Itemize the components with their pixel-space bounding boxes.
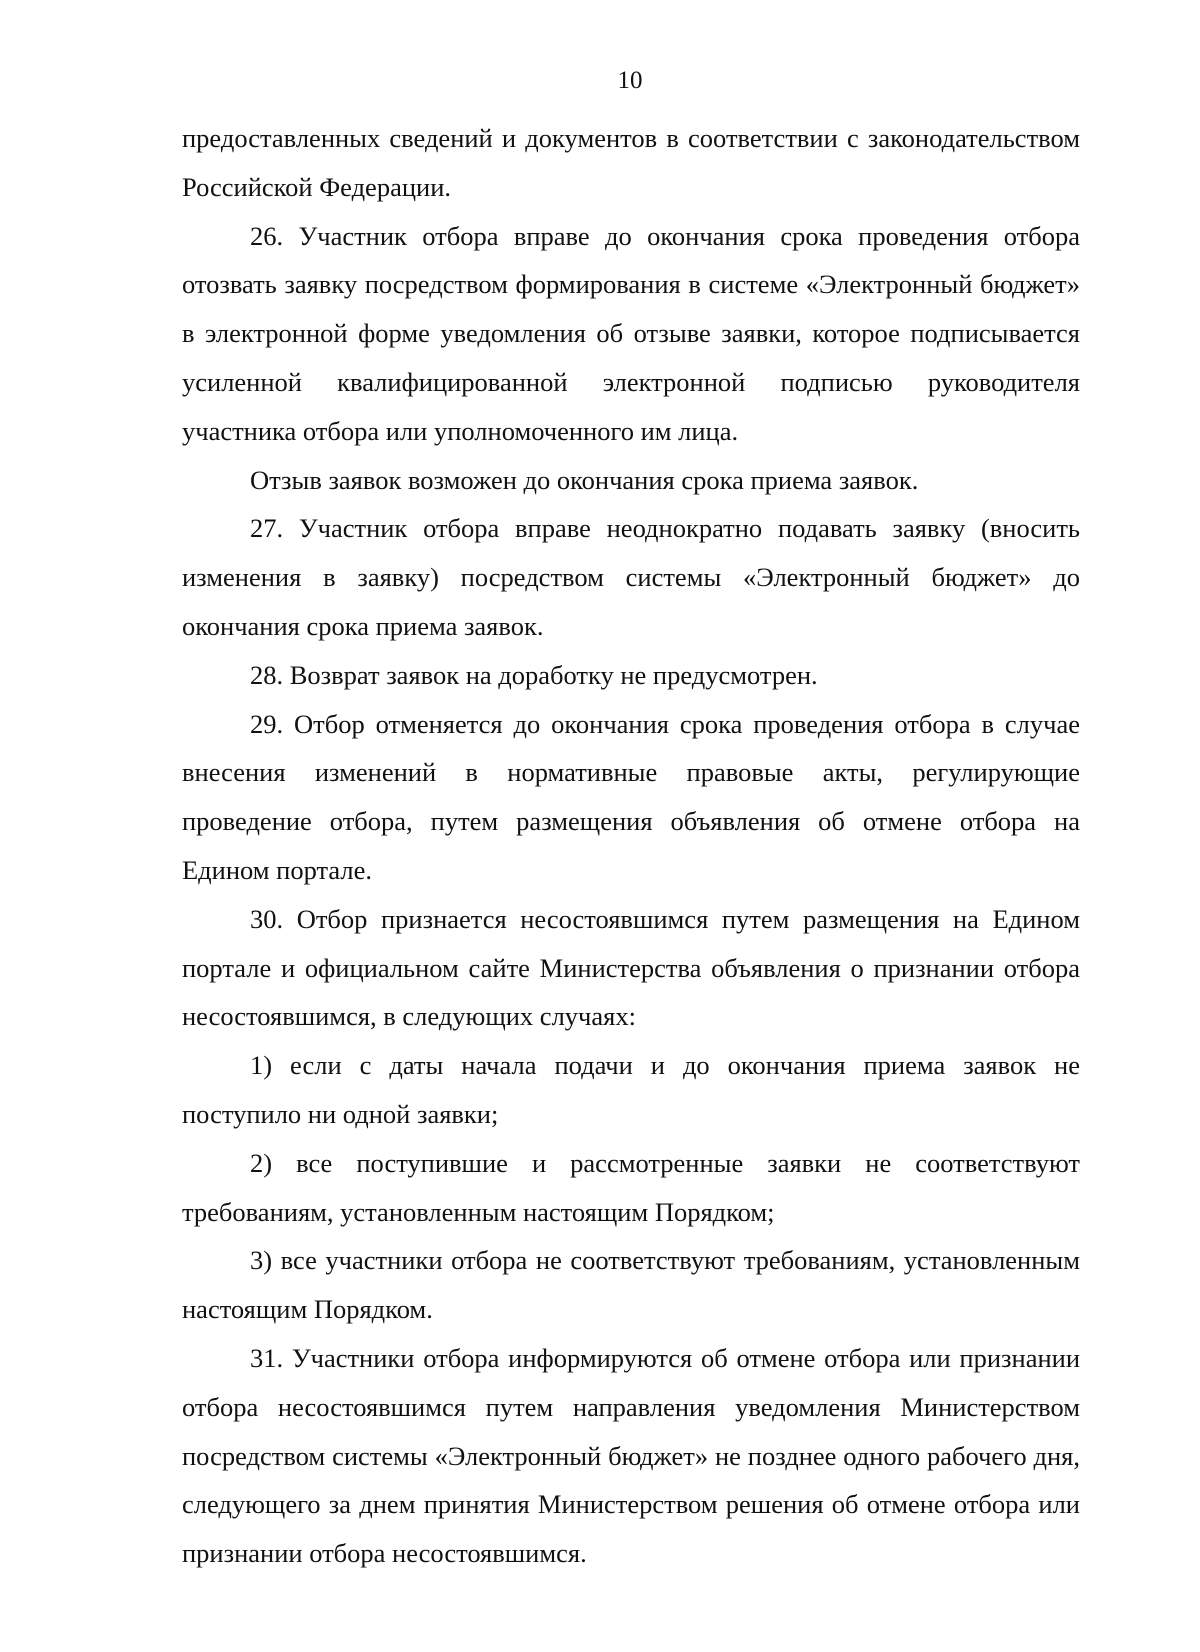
paragraph-31: 31. Участники отбора информируются об отмене отбора или признании отбора несостоявшимся путем направления уведомления Министерством посредством системы «Электронный бюджет» не позднее одного рабочего дня, следующего за днем принятия Министерством решения об отмене отбора или признании отбора несостоявшимся. bbox=[182, 1342, 1080, 1569]
paragraph-30: 30. Отбор признается несостоявшимся путем размещения на Едином портале и официальном сайте Министерства объявления о признании отбора несостоявшимся, в следующих случаях: bbox=[182, 903, 1080, 1032]
page-number: 10 bbox=[617, 67, 643, 94]
list-item-3: 3) все участники отбора не соответствуют требованиям, установленным настоящим Порядком. bbox=[182, 1245, 1080, 1325]
paragraph-continuation: предоставленных сведений и документов в соответствии с законодательством Российской Федерации. bbox=[182, 123, 1080, 202]
paragraph-27: 27. Участник отбора вправе неоднократно подавать заявку (вносить изменения в заявку) посредством системы «Электронный бюджет» до окончания срока приема заявок. bbox=[182, 513, 1080, 641]
list-item-2: 2) все поступившие и рассмотренные заявки не соответствуют требованиям, установленным настоящим Порядком; bbox=[182, 1147, 1080, 1227]
paragraph-26-note: Отзыв заявок возможен до окончания срока приема заявок. bbox=[250, 464, 919, 495]
document-body bbox=[182, 114, 1080, 1578]
list-item-1: 1) если с даты начала подачи и до окончания приема заявок не поступило ни одной заявки; bbox=[182, 1050, 1080, 1129]
paragraph-28: 28. Возврат заявок на доработку не предусмотрен. bbox=[250, 659, 818, 690]
paragraph-29: 29. Отбор отменяется до окончания срока проведения отбора в случае внесения изменений в нормативные правовые акты, регулирующие проведение отбора, путем размещения объявления об отмене отбора на Едином портале. bbox=[182, 708, 1080, 885]
paragraph-26: 26. Участник отбора вправе до окончания срока проведения отбора отозвать заявку посредством формирования в системе «Электронный бюджет» в электронной форме уведомления об отзыве заявки, которое подписывается усиленной квалифицированной электронной подписью руководителя участника отбора или уполномоченного им лица. bbox=[182, 220, 1080, 446]
